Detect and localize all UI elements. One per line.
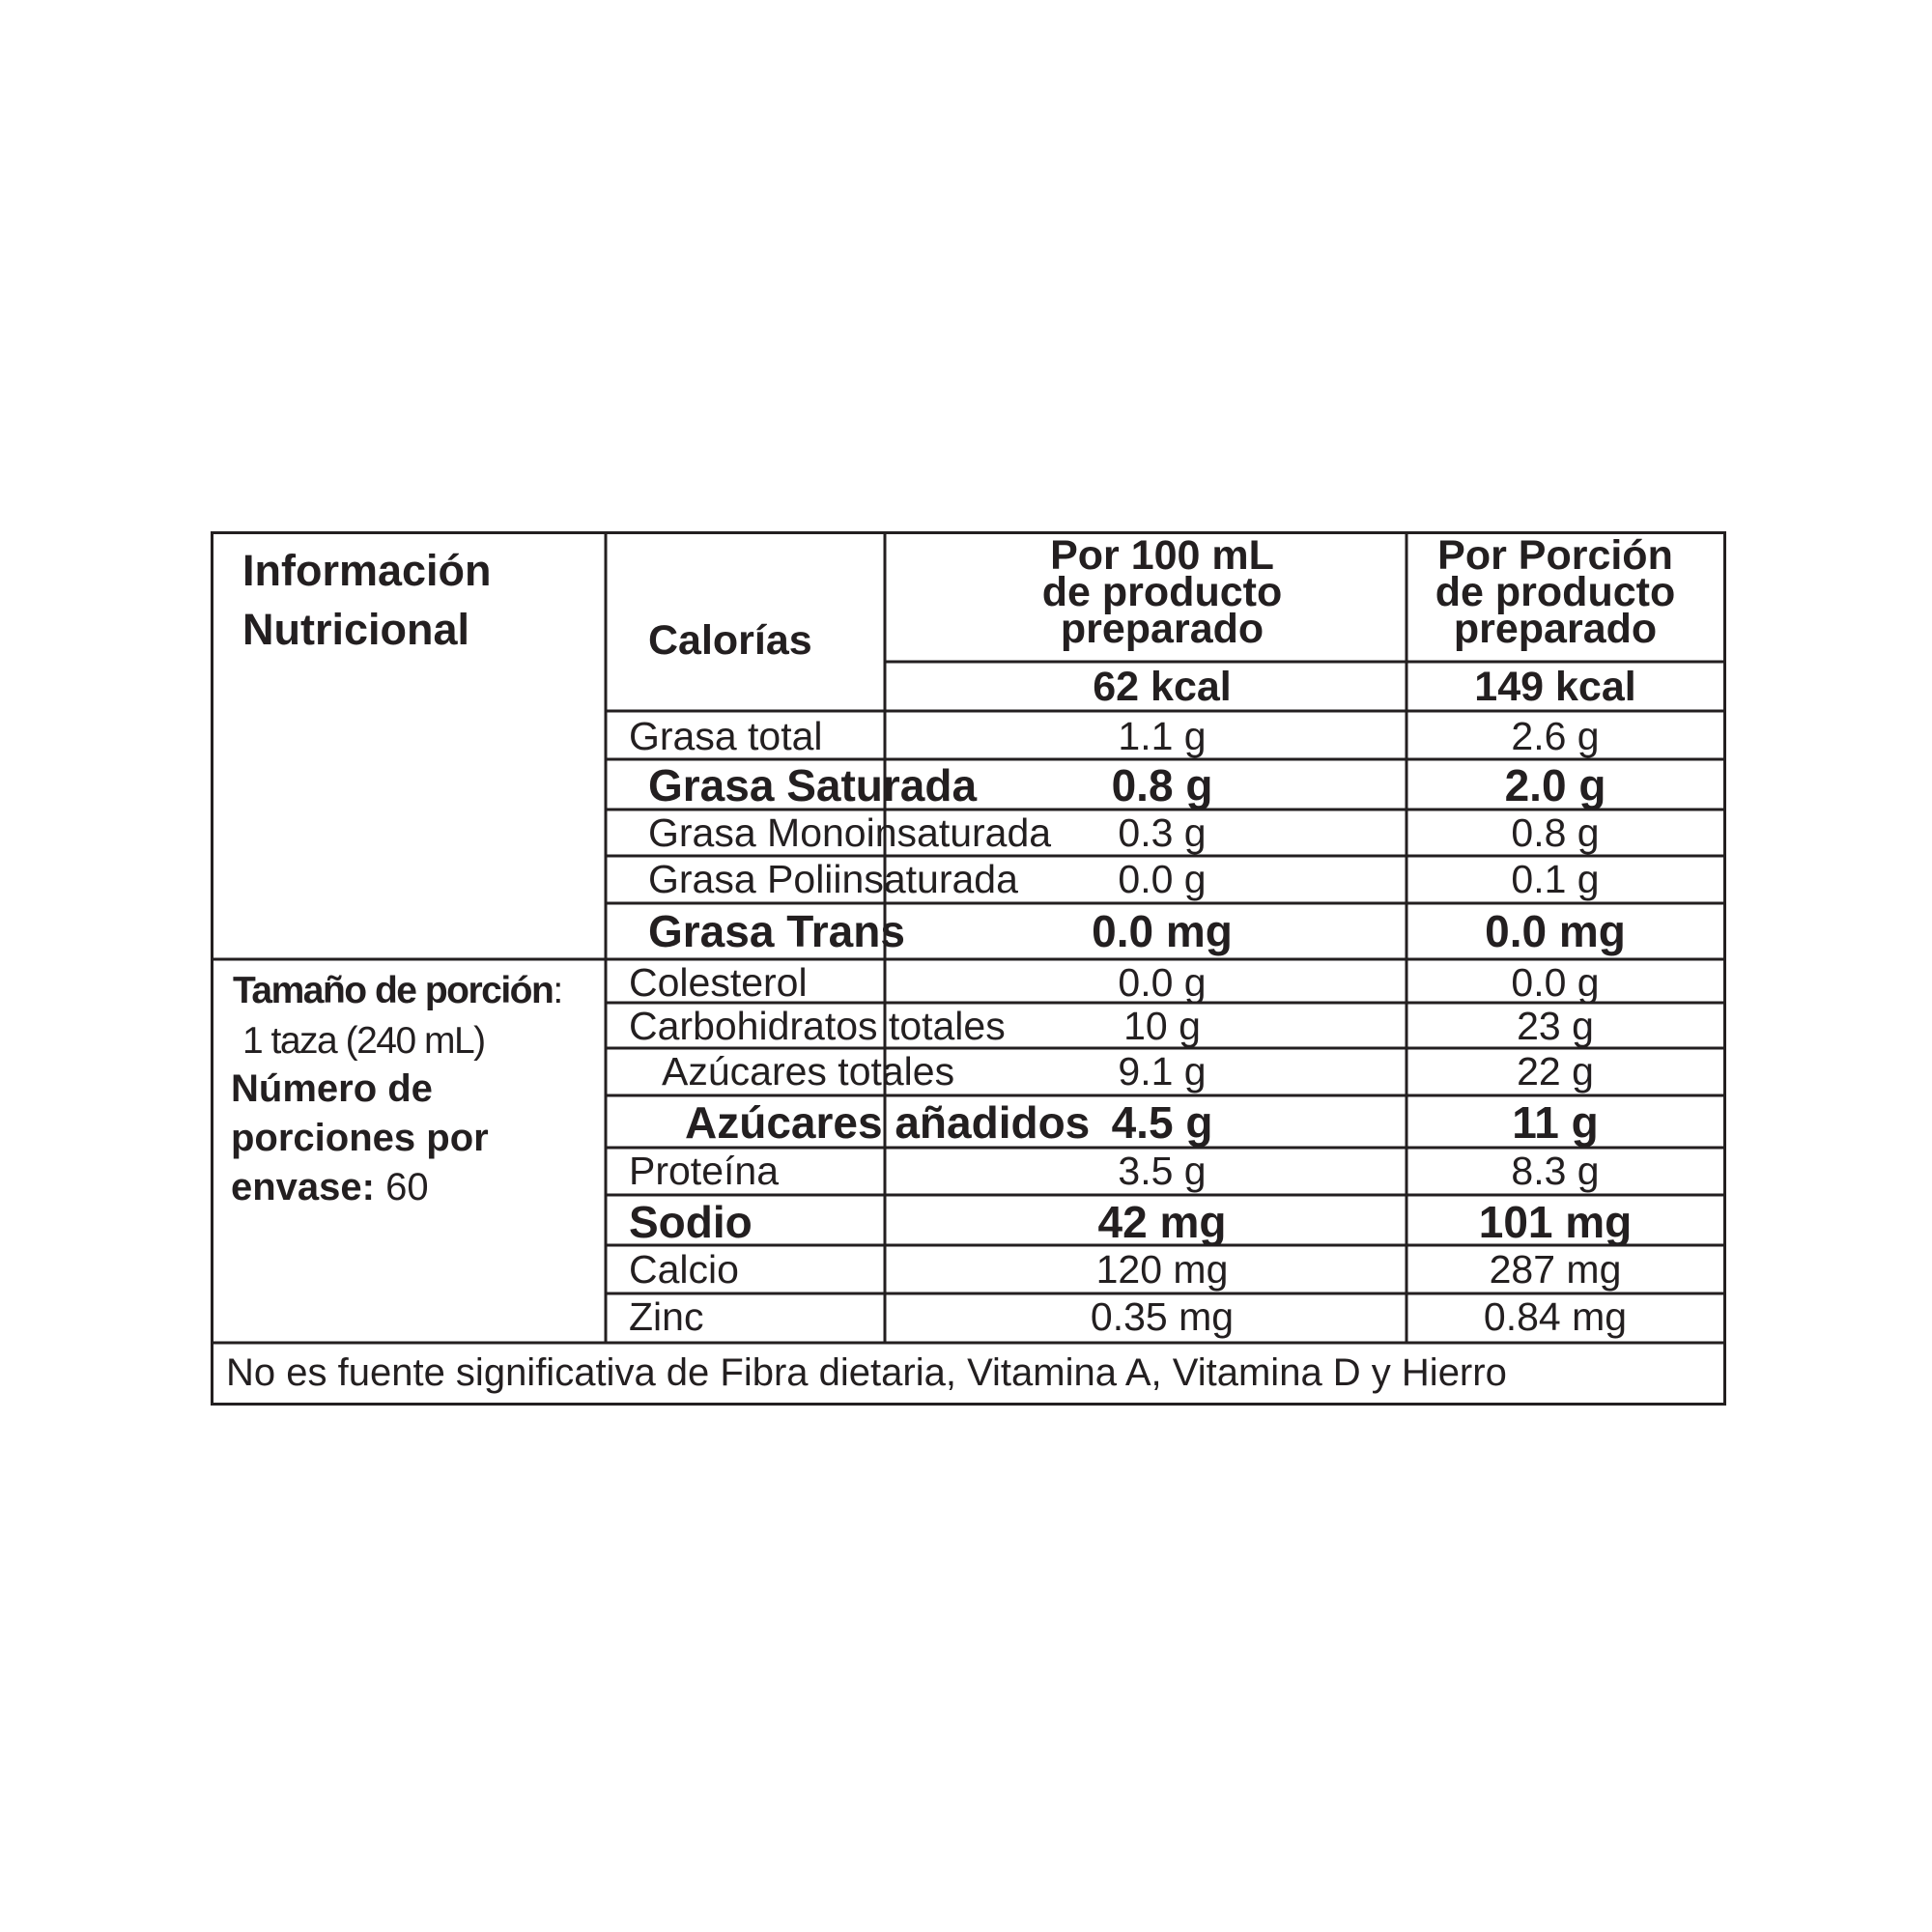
nutrient-name: Sodio: [629, 1197, 753, 1247]
footnote: No es fuente significativa de Fibra dietaria, Vitamina A, Vitamina D y Hierro: [226, 1351, 1507, 1394]
calories-label: Calorías: [648, 617, 812, 664]
nutrient-per100: 3.5 g: [1118, 1149, 1207, 1193]
nutrient-per100: 120 mg: [1095, 1247, 1229, 1292]
col-per100-header-line1: Por 100 mL: [1050, 532, 1274, 579]
servings-label-line2: porciones por: [231, 1117, 489, 1159]
nutrient-per100: 0.3 g: [1118, 810, 1207, 855]
nutrient-per100: 9.1 g: [1118, 1049, 1207, 1094]
nutrient-name: Grasa Monoinsaturada: [648, 810, 1052, 855]
nutrient-perserving: 11 g: [1512, 1097, 1599, 1148]
nutrient-per100: 4.5 g: [1111, 1097, 1213, 1148]
nutrient-perserving: 0.0 g: [1511, 960, 1600, 1005]
nutrient-perserving: 0.84 mg: [1483, 1294, 1628, 1339]
serving-size-label: Tamaño de porción: [233, 970, 554, 1011]
servings-value: 60: [385, 1166, 429, 1208]
nutrient-name: Grasa Trans: [648, 906, 905, 956]
nutrient-per100: 10 g: [1123, 1004, 1201, 1048]
nutrient-perserving: 22 g: [1517, 1049, 1594, 1094]
nutrient-perserving: 0.0 mg: [1485, 906, 1626, 956]
serving-size-colon: :: [553, 970, 562, 1011]
nutrient-name: Calcio: [629, 1247, 739, 1292]
nutrient-perserving: 8.3 g: [1511, 1149, 1600, 1193]
nutrient-per100: 0.8 g: [1111, 760, 1213, 810]
nutrient-per100: 1.1 g: [1118, 714, 1207, 758]
serving-size: [233, 972, 562, 1009]
nutrient-per100: 0.35 mg: [1090, 1294, 1235, 1339]
nutrient-per100: 42 mg: [1097, 1197, 1227, 1247]
nutrient-name: Colesterol: [629, 960, 808, 1005]
nutrient-perserving: 2.0 g: [1504, 760, 1606, 810]
nutrient-per100: 0.0 g: [1118, 857, 1207, 901]
nutrient-perserving: 0.8 g: [1511, 810, 1600, 855]
col-perserving-header-line1: Por Porción: [1437, 532, 1673, 579]
nutrient-perserving: 287 mg: [1489, 1247, 1622, 1292]
nutrient-name: Grasa total: [629, 714, 823, 758]
servings-per-container: [231, 1168, 429, 1207]
nutrient-name: Carbohidratos totales: [629, 1004, 1006, 1048]
calories-perserving: 149 kcal: [1474, 664, 1636, 710]
col-per100-header-line2: de producto: [1041, 569, 1283, 615]
nutrient-name: Grasa Poliinsaturada: [648, 857, 1018, 901]
nutrient-perserving: 101 mg: [1478, 1197, 1633, 1247]
serving-size-value: 1 taza (240 mL): [242, 1020, 485, 1062]
nutrient-perserving: 23 g: [1517, 1004, 1594, 1048]
col-perserving-header-line3: preparado: [1453, 606, 1658, 652]
col-perserving-header: [1435, 532, 1676, 652]
nutrient-per100: 0.0 mg: [1092, 906, 1233, 956]
col-per100-header: [1041, 532, 1283, 652]
calories-per100: 62 kcal: [1093, 664, 1232, 710]
nutrient-name: Proteína: [629, 1149, 779, 1193]
nutrient-per100: 0.0 g: [1118, 960, 1207, 1005]
nutrient-name: Azúcares totales: [662, 1049, 955, 1094]
nutrient-name: Azúcares añadidos: [685, 1097, 1091, 1148]
nutrient-name: Grasa Saturada: [648, 760, 978, 810]
table-title-line1: Información: [242, 546, 492, 595]
servings-label-line1: Número de: [231, 1067, 433, 1110]
nutrition-facts-table: [211, 531, 1726, 1406]
table-title-line2: Nutricional: [242, 605, 470, 654]
col-perserving-header-line2: de producto: [1435, 569, 1676, 615]
nutrient-perserving: 2.6 g: [1511, 714, 1600, 758]
nutrient-perserving: 0.1 g: [1511, 857, 1600, 901]
nutrient-name: Zinc: [629, 1294, 704, 1339]
col-per100-header-line3: preparado: [1060, 606, 1264, 652]
servings-label-line3: envase:: [231, 1166, 375, 1208]
